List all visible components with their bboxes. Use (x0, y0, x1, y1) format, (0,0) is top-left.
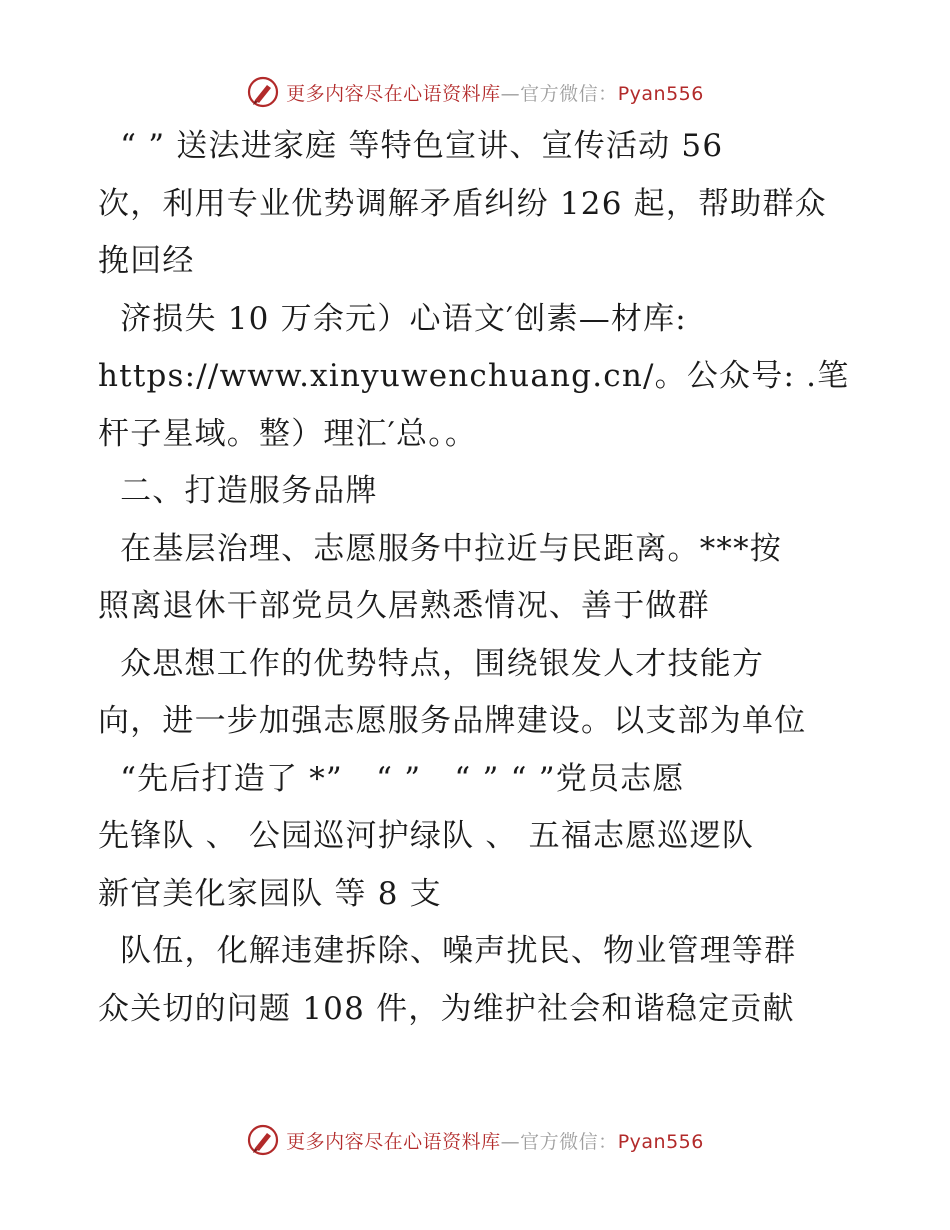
body-line: 济损失 10 万余元）心语文′创素—材库: (98, 300, 687, 337)
body-line: 向，进一步加强志愿服务品牌建设。以支部为单位 (98, 703, 807, 739)
watermark-wechat-id: Pyan556 (617, 82, 704, 105)
pen-logo-icon (246, 1123, 280, 1157)
body-line: 在基层治理、志愿服务中拉近与民距离。***按 (98, 530, 783, 567)
body-line: 挽回经 (98, 243, 195, 279)
body-line: 新官美化家园队 等 8 支 (98, 875, 442, 912)
body-line: 众关切的问题 108 件，为维护社会和谐稳定贡献 (98, 990, 795, 1027)
watermark-wechat-id: Pyan556 (617, 1130, 704, 1153)
body-line: 次，利用专业优势调解矛盾纠纷 126 起，帮助群众 (98, 185, 827, 222)
body-line: 众思想工作的优势特点，围绕银发人才技能方 (98, 645, 765, 682)
section-heading: 二、打造服务品牌 (98, 473, 378, 509)
watermark-brand: 更多内容尽在心语资料库 (286, 1130, 501, 1153)
watermark-brand: 更多内容尽在心语资料库 (286, 82, 501, 105)
watermark-wechat-label: —官方微信： (500, 82, 618, 105)
body-line: 先锋队 、 公园巡河护绿队 、 五福志愿巡逻队 (98, 818, 755, 854)
body-line: 杆子星域。整）理汇′总。。 (98, 415, 478, 452)
watermark-text (286, 1127, 704, 1154)
body-line: 队伍，化解违建拆除、噪声扰民、物业管理等群 (98, 933, 797, 969)
header-watermark (0, 72, 950, 112)
watermark-text (286, 79, 704, 106)
body-line: “ ” 送法进家庭 等特色宣讲、宣传活动 56 (98, 128, 724, 164)
body-line: https://www.xinyuwenchuang.cn/。公众号: .笔 (98, 358, 850, 394)
document-body (98, 118, 858, 1038)
footer-watermark (0, 1120, 950, 1160)
watermark-wechat-label: —官方微信： (500, 1130, 618, 1153)
pen-logo-icon (246, 75, 280, 109)
body-line: 照离退休干部党员久居熟悉情况、善于做群 (98, 588, 710, 624)
body-line: “先后打造了 *” “ ” “ ” “ ”党员志愿 (98, 760, 685, 797)
